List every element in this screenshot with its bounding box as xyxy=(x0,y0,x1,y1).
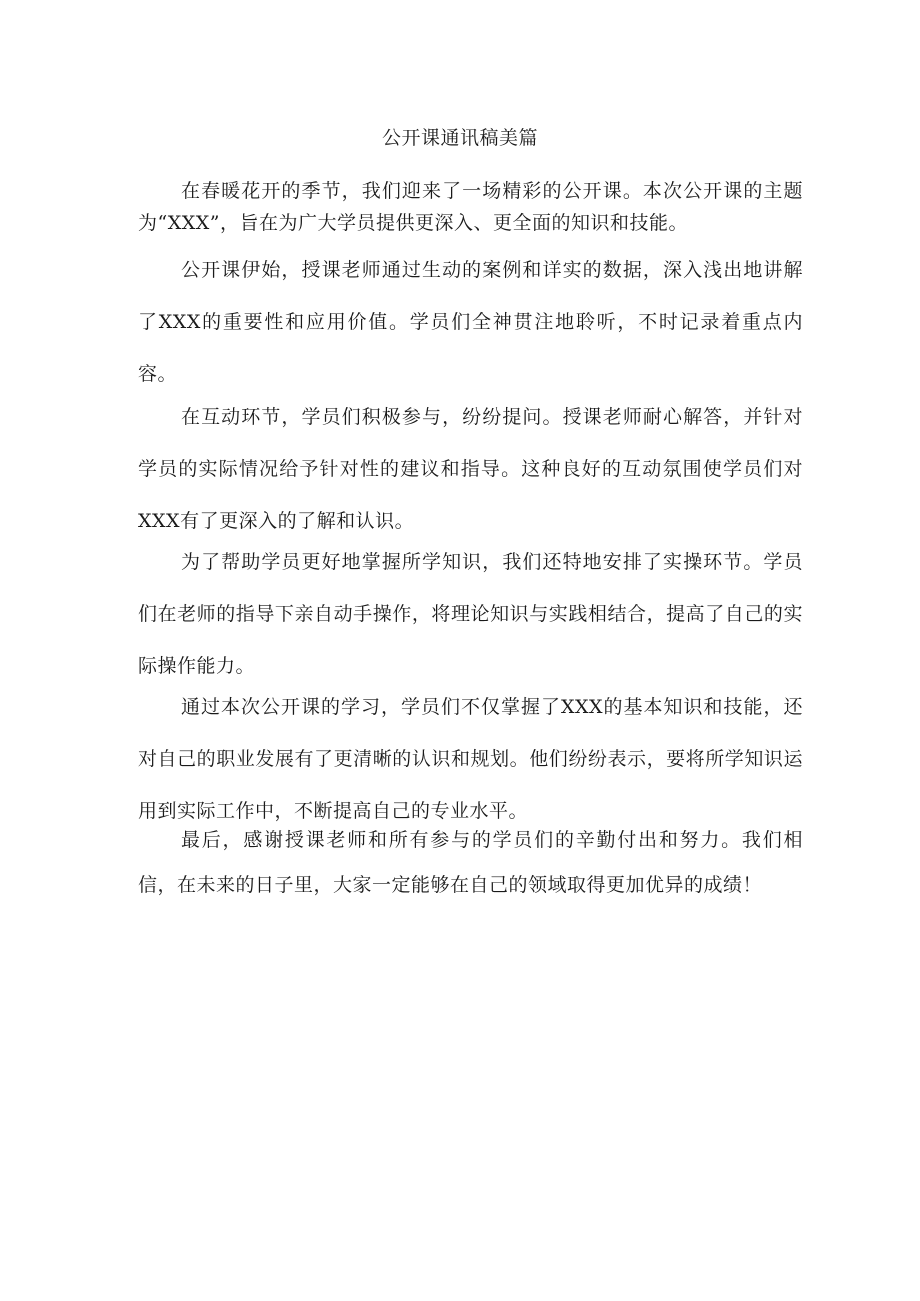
document-title: 公开课通讯稿美篇 xyxy=(381,127,538,149)
paragraph-closing: 最后，感谢授课老师和所有参与的学员们的辛勤付出和努力。我们相信，在未来的日子里，大家一定能够在自己的领域取得更加优异的成绩！ xyxy=(138,829,803,896)
paragraph-intro: 在春暖花开的季节，我们迎来了一场精彩的公开课。本次公开课的主题为“XXX”，旨在为广大学员提供更深入、更全面的知识和技能。 xyxy=(138,180,803,234)
paragraph-practice: 为了帮助学员更好地掌握所学知识，我们还特地安排了实操环节。学员们在老师的指导下亲自动手操作，将理论知识与实践相结合，提高了自己的实际操作能力。 xyxy=(138,551,803,677)
paragraph-results: 通过本次公开课的学习，学员们不仅掌握了XXX的基本知识和技能，还对自己的职业发展有了更清晰的认识和规划。他们纷纷表示，要将所学知识运用到实际工作中，不断提高自己的专业水平。 xyxy=(138,696,803,822)
paragraph-interaction: 在互动环节，学员们积极参与，纷纷提问。授课老师耐心解答，并针对学员的实际情况给予针对性的建议和指导。这种良好的互动氛围使学员们对XXX有了更深入的了解和认识。 xyxy=(138,406,803,532)
paragraph-opening: 公开课伊始，授课老师通过生动的案例和详实的数据，深入浅出地讲解了XXX的重要性和应用价值。学员们全神贯注地聆听，不时记录着重点内容。 xyxy=(138,259,803,385)
